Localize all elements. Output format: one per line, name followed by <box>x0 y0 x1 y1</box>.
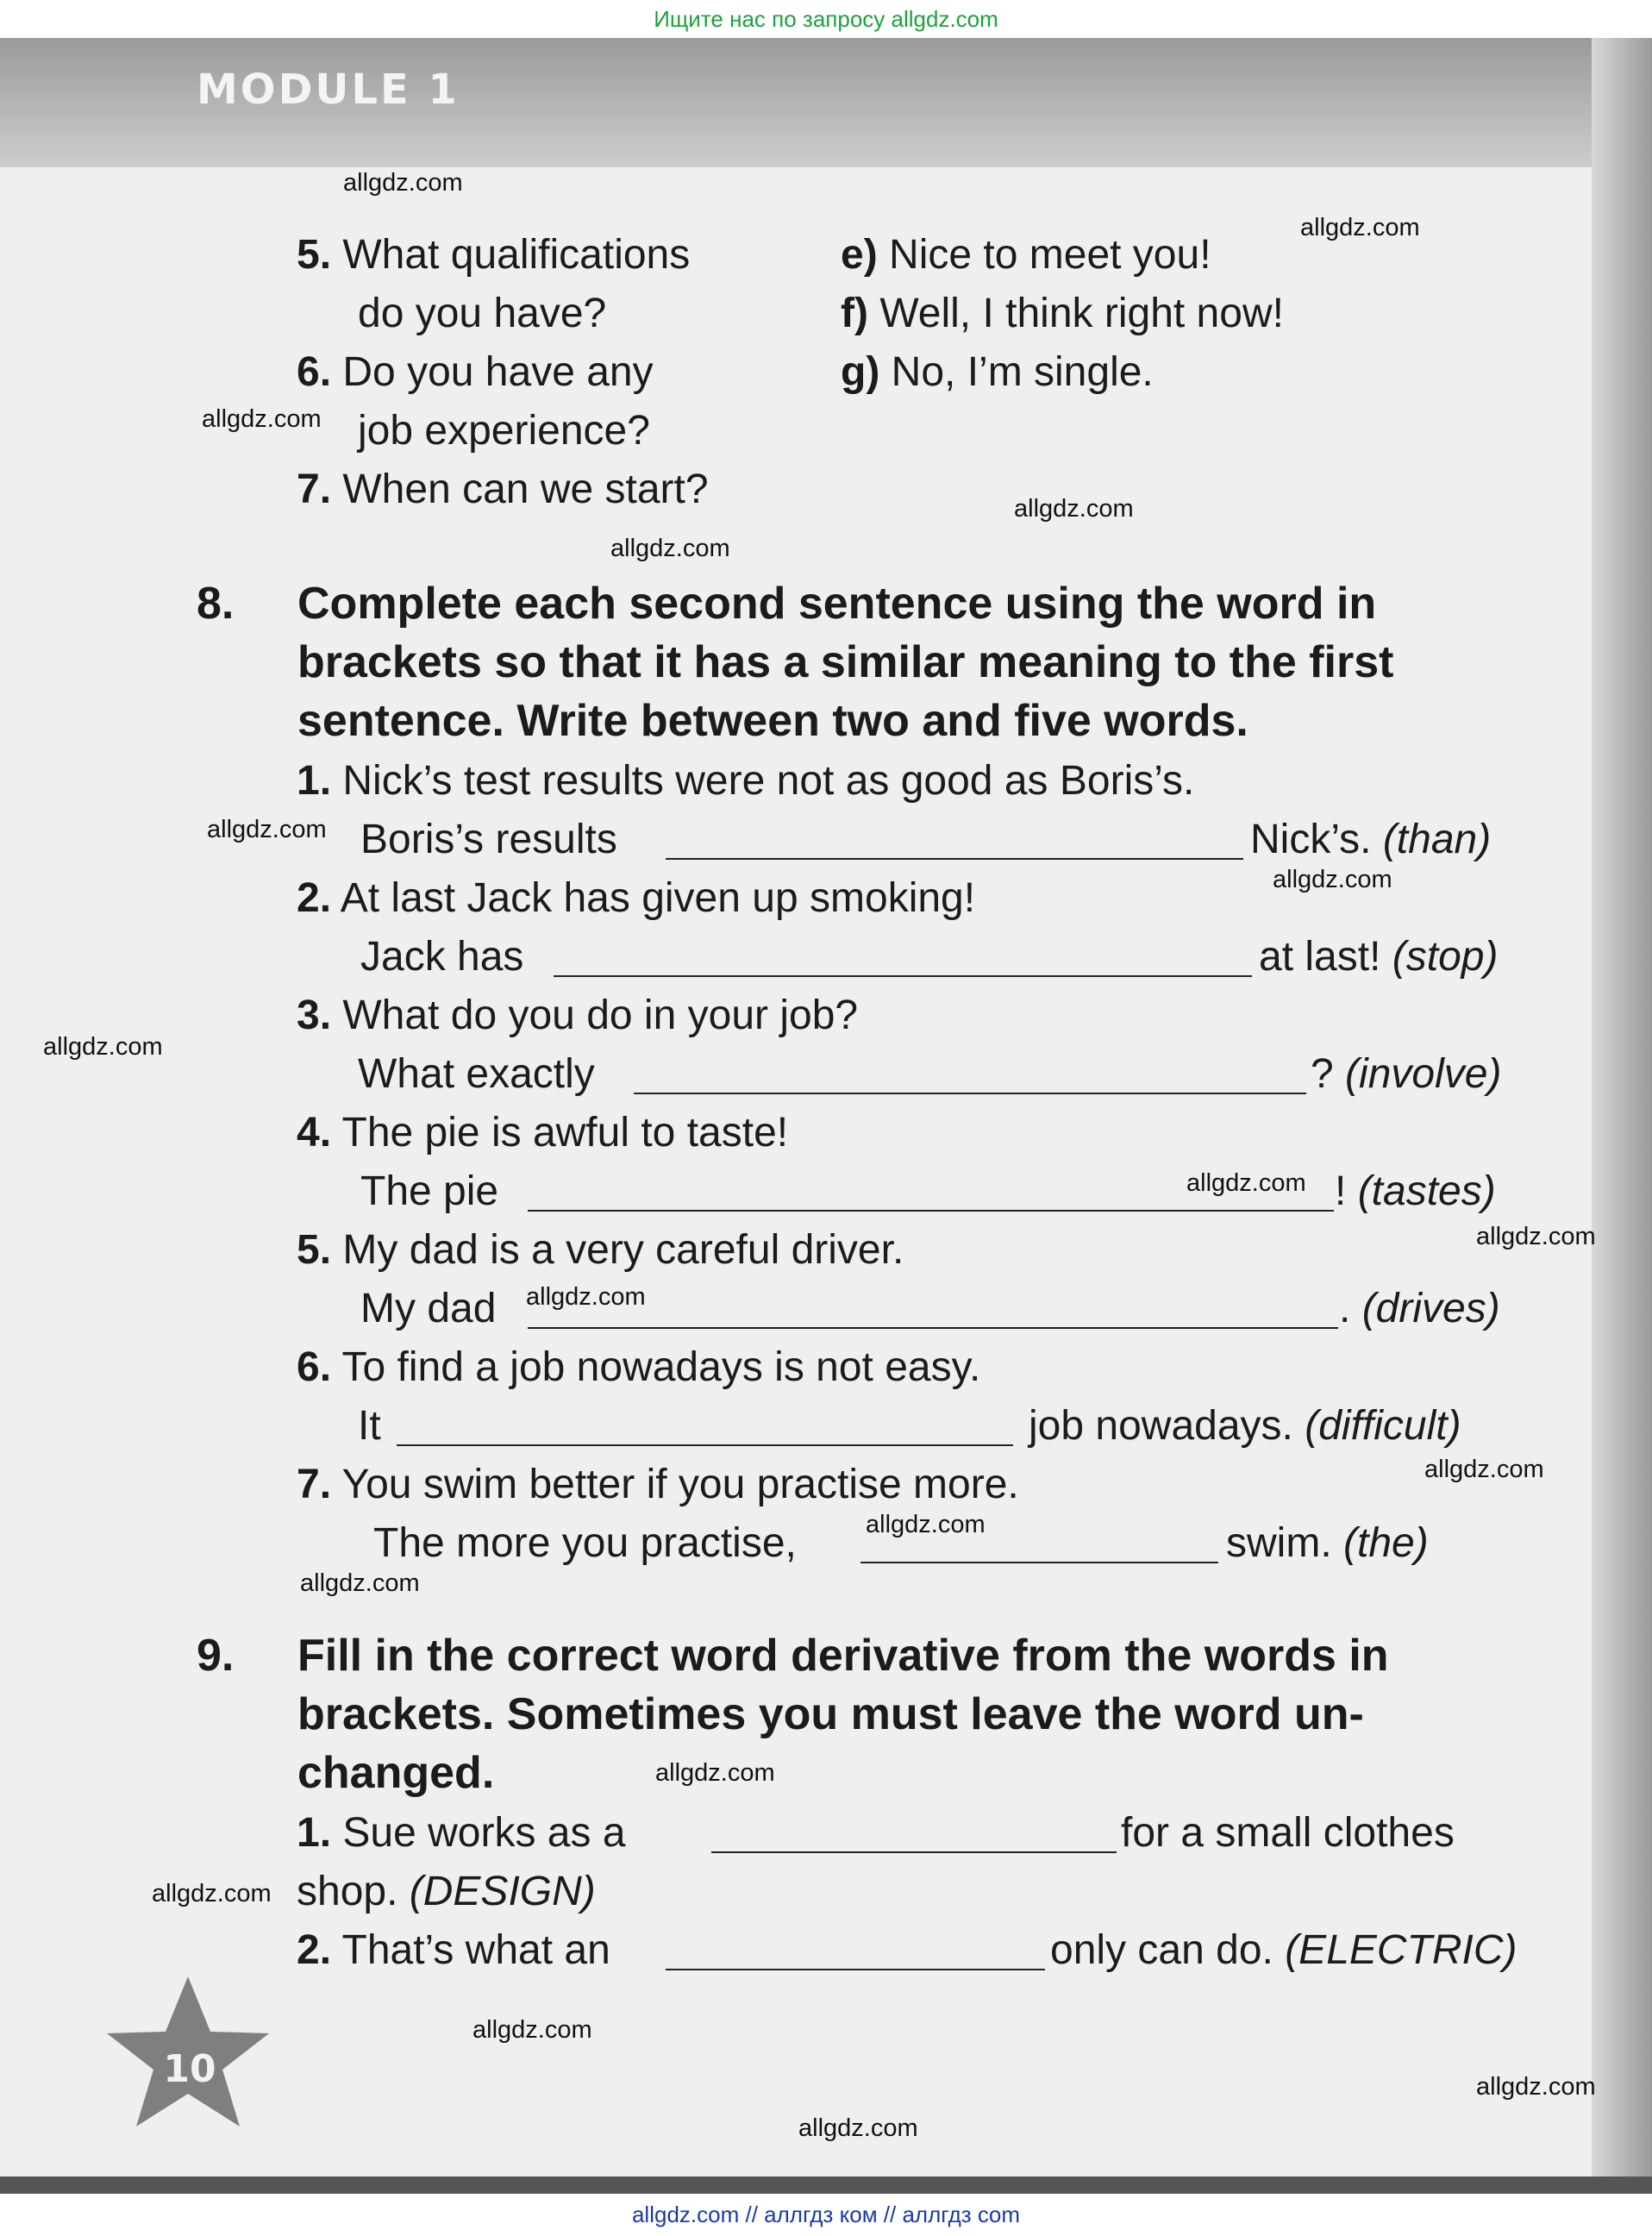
ex8-item-1-prompt: Boris’s results <box>360 817 617 862</box>
ex8-item-1: 1. Nick’s test results were not as good as Boris’s. <box>297 758 1195 804</box>
answer-blank[interactable] <box>666 857 1243 860</box>
ex8-item-2-end: at last! (stop) <box>1259 934 1499 980</box>
watermark: allgdz.com <box>1476 2073 1596 2101</box>
ex9-heading-3: changed. <box>297 1748 495 1798</box>
watermark: allgdz.com <box>152 1880 272 1907</box>
page-number-star-icon <box>102 1970 274 2133</box>
watermark: allgdz.com <box>202 405 322 433</box>
watermark: allgdz.com <box>1186 1169 1306 1197</box>
watermark: allgdz.com <box>655 1759 775 1787</box>
ex8-item-2: 2. At last Jack has given up smoking! <box>297 875 976 921</box>
ex8-item-1-end: Nick’s. (than) <box>1250 817 1492 862</box>
ex8-item-3-end: ? (involve) <box>1311 1051 1502 1097</box>
ex8-heading-2: brackets so that it has a similar meaning to the first <box>297 637 1394 687</box>
ex8-item-7-end: swim. (the) <box>1226 1520 1429 1566</box>
ex9-number: 9. <box>197 1631 235 1681</box>
answer-blank[interactable] <box>634 1092 1306 1094</box>
answer-blank[interactable] <box>860 1561 1218 1563</box>
watermark: allgdz.com <box>1014 495 1134 523</box>
answer-blank[interactable] <box>397 1444 1013 1446</box>
watermark: allgdz.com <box>798 2114 918 2142</box>
ex8-item-4: 4. The pie is awful to taste! <box>297 1110 789 1156</box>
top-banner: Ищите нас по запросу allgdz.com <box>0 0 1652 38</box>
list-item-6-cont: job experience? <box>358 408 650 454</box>
footer-banner: allgdz.com // аллгдз ком // аллгдз com <box>0 2194 1652 2236</box>
ex8-heading-1: Complete each second sentence using the word in <box>297 579 1377 629</box>
list-item-7: 7. When can we start? <box>297 467 709 512</box>
ex9-item-2-cont: only can do. (ELECTRIC) <box>1050 1927 1517 1973</box>
watermark: allgdz.com <box>43 1033 163 1061</box>
ex8-item-2-prompt: Jack has <box>360 934 524 980</box>
answer-e: e) Nice to meet you! <box>841 232 1211 278</box>
answer-blank[interactable] <box>528 1326 1338 1329</box>
answer-blank[interactable] <box>554 974 1252 977</box>
answer-blank[interactable] <box>528 1209 1334 1212</box>
list-item-6: 6. Do you have any <box>297 349 654 395</box>
watermark: allgdz.com <box>610 535 730 562</box>
watermark: allgdz.com <box>866 1511 986 1538</box>
watermark: allgdz.com <box>207 816 327 843</box>
ex8-item-4-end: ! (tastes) <box>1335 1168 1496 1214</box>
ex8-item-7-prompt: The more you practise, <box>373 1520 797 1566</box>
list-item-5-cont: do you have? <box>358 291 607 336</box>
watermark: allgdz.com <box>300 1569 420 1597</box>
page-header <box>0 38 1652 167</box>
watermark: allgdz.com <box>343 169 463 197</box>
watermark: allgdz.com <box>472 2016 592 2044</box>
ex9-heading-2: brackets. Sometimes you must leave the word un- <box>297 1689 1364 1739</box>
answer-g: g) No, I’m single. <box>841 349 1154 395</box>
answer-f: f) Well, I think right now! <box>841 291 1284 336</box>
list-item-5: 5. What qualifications <box>297 232 691 278</box>
ex8-item-5-end: . (drives) <box>1339 1286 1500 1331</box>
ex8-item-3: 3. What do you do in your job? <box>297 993 859 1038</box>
ex8-number: 8. <box>197 579 235 629</box>
ex9-item-1: 1. Sue works as a <box>297 1810 626 1856</box>
ex8-item-6: 6. To find a job nowadays is not easy. <box>297 1344 981 1390</box>
ex9-heading-1: Fill in the correct word derivative from the words in <box>297 1631 1389 1681</box>
watermark: allgdz.com <box>1476 1223 1596 1250</box>
ex9-item-1-cont: for a small clothes <box>1121 1810 1455 1856</box>
book-page <box>0 38 1652 2194</box>
page-edge-shadow <box>1592 38 1652 2194</box>
ex9-item-1-line2: shop. (DESIGN) <box>297 1869 596 1914</box>
module-title: MODULE 1 <box>197 66 460 114</box>
ex8-item-6-end: job nowadays. (difficult) <box>1029 1403 1461 1449</box>
ex8-heading-3: sentence. Write between two and five words. <box>297 696 1248 746</box>
answer-blank[interactable] <box>711 1851 1117 1853</box>
watermark: allgdz.com <box>1300 214 1420 241</box>
page-number: 10 <box>163 2047 216 2091</box>
ex9-item-2: 2. That’s what an <box>297 1927 610 1973</box>
watermark: allgdz.com <box>1424 1456 1544 1483</box>
ex8-item-4-prompt: The pie <box>360 1168 499 1214</box>
answer-blank[interactable] <box>666 1968 1045 1970</box>
ex8-item-3-prompt: What exactly <box>358 1051 595 1097</box>
page-bottom-edge <box>0 2176 1652 2194</box>
ex8-item-5: 5. My dad is a very careful driver. <box>297 1227 904 1273</box>
ex8-item-6-prompt: It <box>358 1403 381 1449</box>
ex8-item-7: 7. You swim better if you practise more. <box>297 1462 1019 1507</box>
ex8-item-5-prompt: My dad <box>360 1286 497 1331</box>
watermark: allgdz.com <box>1273 866 1392 893</box>
watermark: allgdz.com <box>526 1283 646 1311</box>
